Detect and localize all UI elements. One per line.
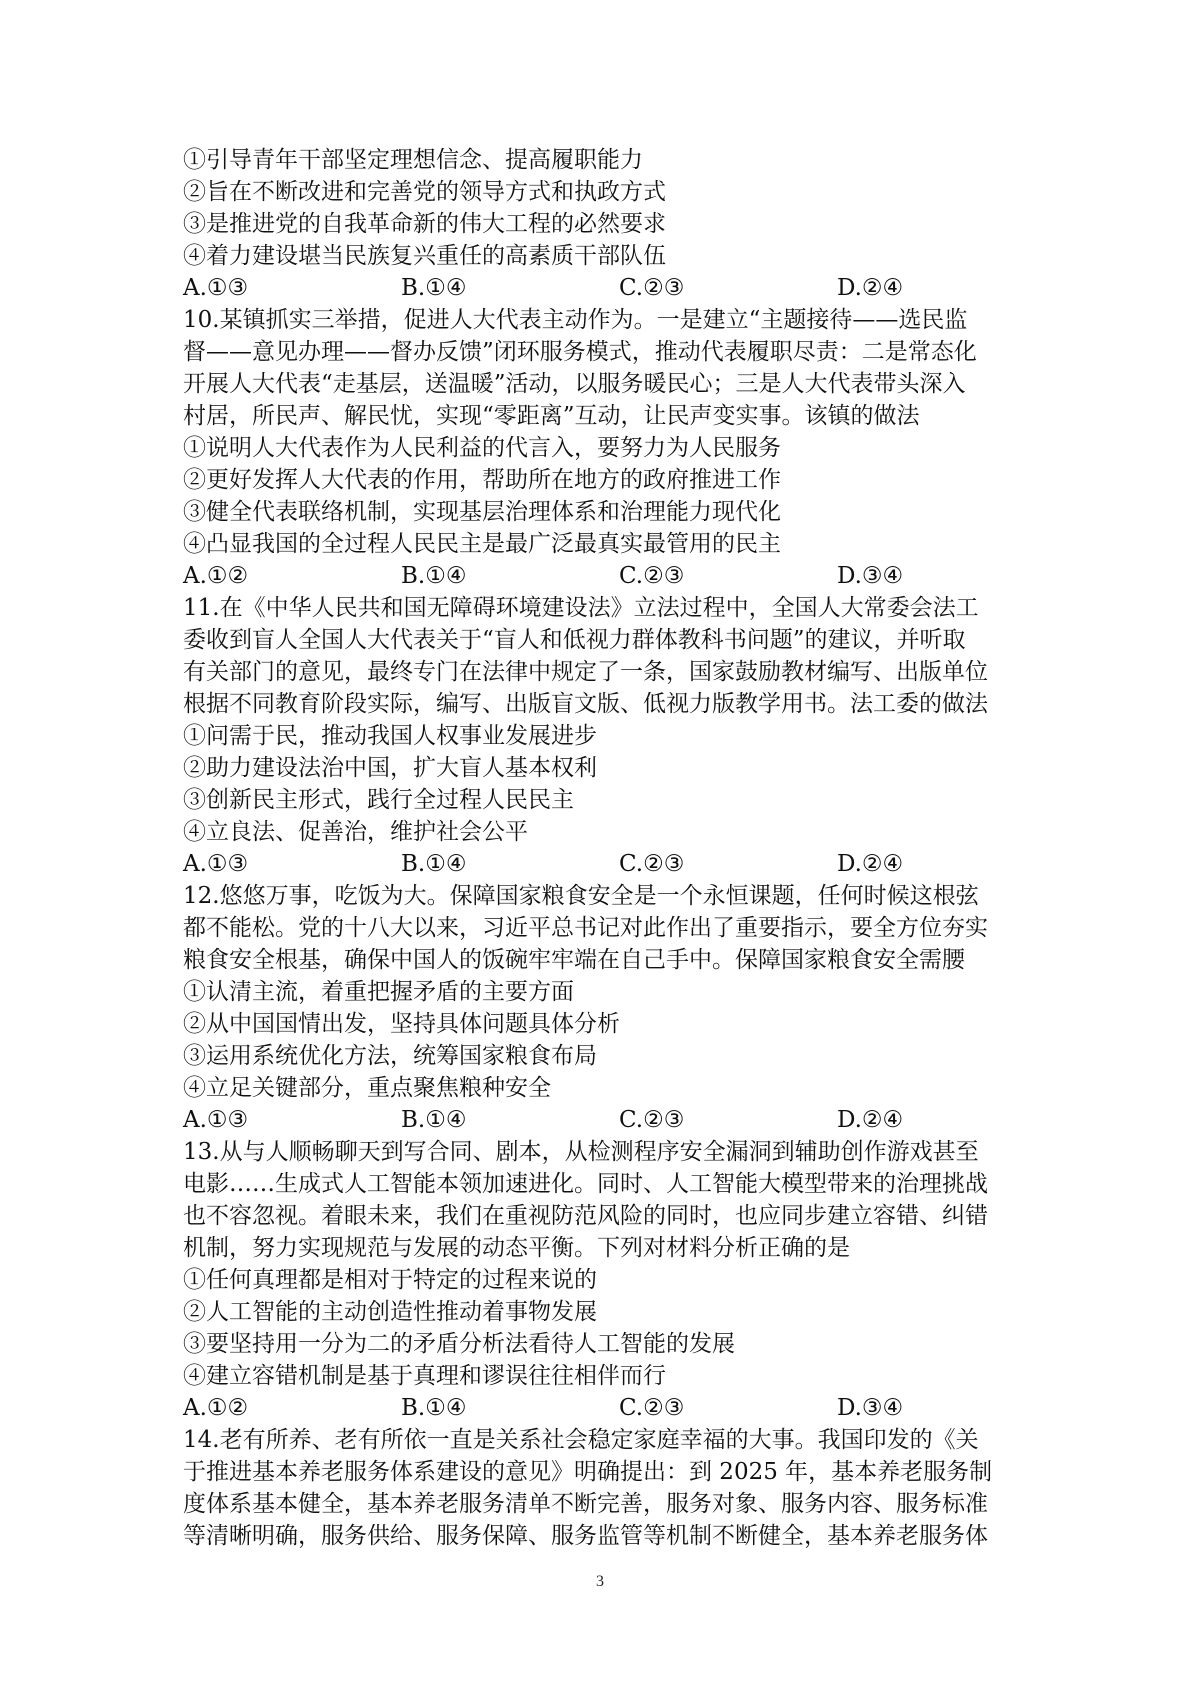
document-body [183, 144, 1033, 1552]
answer-option: D.③④ [837, 563, 904, 589]
text-line: ①说明人大代表作为人民利益的代言入，要努力为人民服务 [183, 435, 781, 461]
answer-option: D.③④ [837, 1395, 904, 1421]
text-line: 13.从与人顺畅聊天到写合同、剧本，从检测程序安全漏洞到辅助创作游戏甚至 [183, 1139, 979, 1165]
answer-option: C.②③ [619, 275, 685, 301]
answer-option: D.②④ [837, 1107, 904, 1133]
text-line: 开展人大代表“走基层，送温暖”活动，以服务暖民心；三是人大代表带头深入 [183, 371, 966, 397]
text-line: 也不容忽视。着眼未来，我们在重视防范风险的同时，也应同步建立容错、纠错 [183, 1203, 988, 1229]
text-line: ①任何真理都是相对于特定的过程来说的 [183, 1267, 597, 1293]
answer-option: A.①③ [183, 1107, 249, 1133]
answer-options [183, 272, 1033, 304]
text-line: ①认清主流，着重把握矛盾的主要方面 [183, 979, 574, 1005]
text-line: ④凸显我国的全过程人民民主是最广泛最真实最管用的民主 [183, 531, 781, 557]
text-line: ④着力建设堪当民族复兴重任的高素质干部队伍 [183, 243, 666, 269]
text-line: 委收到盲人全国人大代表关于“盲人和低视力群体教科书问题”的建议，并听取 [183, 627, 966, 653]
text-line: ②更好发挥人大代表的作用，帮助所在地方的政府推进工作 [183, 467, 781, 493]
text-line: 10.某镇抓实三举措，促进人大代表主动作为。一是建立“主题接待——选民监 [183, 307, 968, 333]
answer-option: D.②④ [837, 851, 904, 877]
answer-option: D.②④ [837, 275, 904, 301]
text-line: 于推进基本养老服务体系建设的意见》明确提出：到 2025 年，基本养老服务制 [183, 1459, 993, 1485]
text-line: 村居，所民声、解民忧，实现“零距离”互动，让民声变实事。该镇的做法 [183, 403, 920, 429]
text-line: ④立良法、促善治，维护社会公平 [183, 819, 528, 845]
text-line: ③创新民主形式，践行全过程人民民主 [183, 787, 574, 813]
answer-options [183, 1104, 1033, 1136]
text-line: 12.悠悠万事，吃饭为大。保障国家粮食安全是一个永恒课题，任何时候这根弦 [183, 883, 979, 909]
text-line: 度体系基本健全，基本养老服务清单不断完善，服务对象、服务内容、服务标准 [183, 1491, 988, 1517]
answer-options [183, 1392, 1033, 1424]
answer-option: A.①③ [183, 851, 249, 877]
text-line: 根据不同教育阶段实际，编写、出版盲文版、低视力版教学用书。法工委的做法 [183, 691, 988, 717]
answer-option: A.①② [183, 1395, 249, 1421]
text-line: 电影……生成式人工智能本领加速进化。同时、人工智能大模型带来的治理挑战 [183, 1171, 988, 1197]
text-line: ④立足关键部分，重点聚焦粮种安全 [183, 1075, 551, 1101]
text-line: 11.在《中华人民共和国无障碍环境建设法》立法过程中，全国人大常委会法工 [183, 595, 979, 621]
text-line: ②从中国国情出发，坚持具体问题具体分析 [183, 1011, 620, 1037]
answer-option: A.①③ [183, 275, 249, 301]
answer-option: B.①④ [401, 1395, 467, 1421]
answer-option: B.①④ [401, 1107, 467, 1133]
text-line: ④建立容错机制是基于真理和谬误往往相伴而行 [183, 1363, 666, 1389]
text-line: ③运用系统优化方法，统筹国家粮食布局 [183, 1043, 597, 1069]
answer-option: B.①④ [401, 563, 467, 589]
text-line: 粮食安全根基，确保中国人的饭碗牢牢端在自己手中。保障国家粮食安全需腰 [183, 947, 965, 973]
answer-options [183, 848, 1033, 880]
text-line: ②人工智能的主动创造性推动着事物发展 [183, 1299, 597, 1325]
text-line: 14.老有所养、老有所依一直是关系社会稳定家庭幸福的大事。我国印发的《关 [183, 1427, 979, 1453]
text-line: 有关部门的意见，最终专门在法律中规定了一条，国家鼓励教材编写、出版单位 [183, 659, 988, 685]
text-line: ③是推进党的自我革命新的伟大工程的必然要求 [183, 211, 666, 237]
text-line: ①引导青年干部坚定理想信念、提高履职能力 [183, 147, 643, 173]
answer-option: C.②③ [619, 1107, 685, 1133]
answer-option: B.①④ [401, 275, 467, 301]
answer-option: C.②③ [619, 851, 685, 877]
text-line: ②旨在不断改进和完善党的领导方式和执政方式 [183, 179, 666, 205]
text-line: ③要坚持用一分为二的矛盾分析法看待人工智能的发展 [183, 1331, 735, 1357]
text-line: 等清晰明确，服务供给、服务保障、服务监管等机制不断健全，基本养老服务体 [183, 1523, 988, 1549]
answer-option: B.①④ [401, 851, 467, 877]
text-line: ③健全代表联络机制，实现基层治理体系和治理能力现代化 [183, 499, 781, 525]
answer-option: C.②③ [619, 563, 685, 589]
answer-option: C.②③ [619, 1395, 685, 1421]
text-line: 都不能松。党的十八大以来，习近平总书记对此作出了重要指示，要全方位夯实 [183, 915, 988, 941]
text-line: 机制，努力实现规范与发展的动态平衡。下列对材料分析正确的是 [183, 1235, 850, 1261]
answer-option: A.①② [183, 563, 249, 589]
text-line: 督——意见办理——督办反馈”闭环服务模式，推动代表履职尽责：二是常态化 [183, 339, 977, 365]
page-number: 3 [596, 1573, 604, 1590]
text-line: ①问需于民，推动我国人权事业发展进步 [183, 723, 597, 749]
text-line: ②助力建设法治中国，扩大盲人基本权利 [183, 755, 597, 781]
answer-options [183, 560, 1033, 592]
